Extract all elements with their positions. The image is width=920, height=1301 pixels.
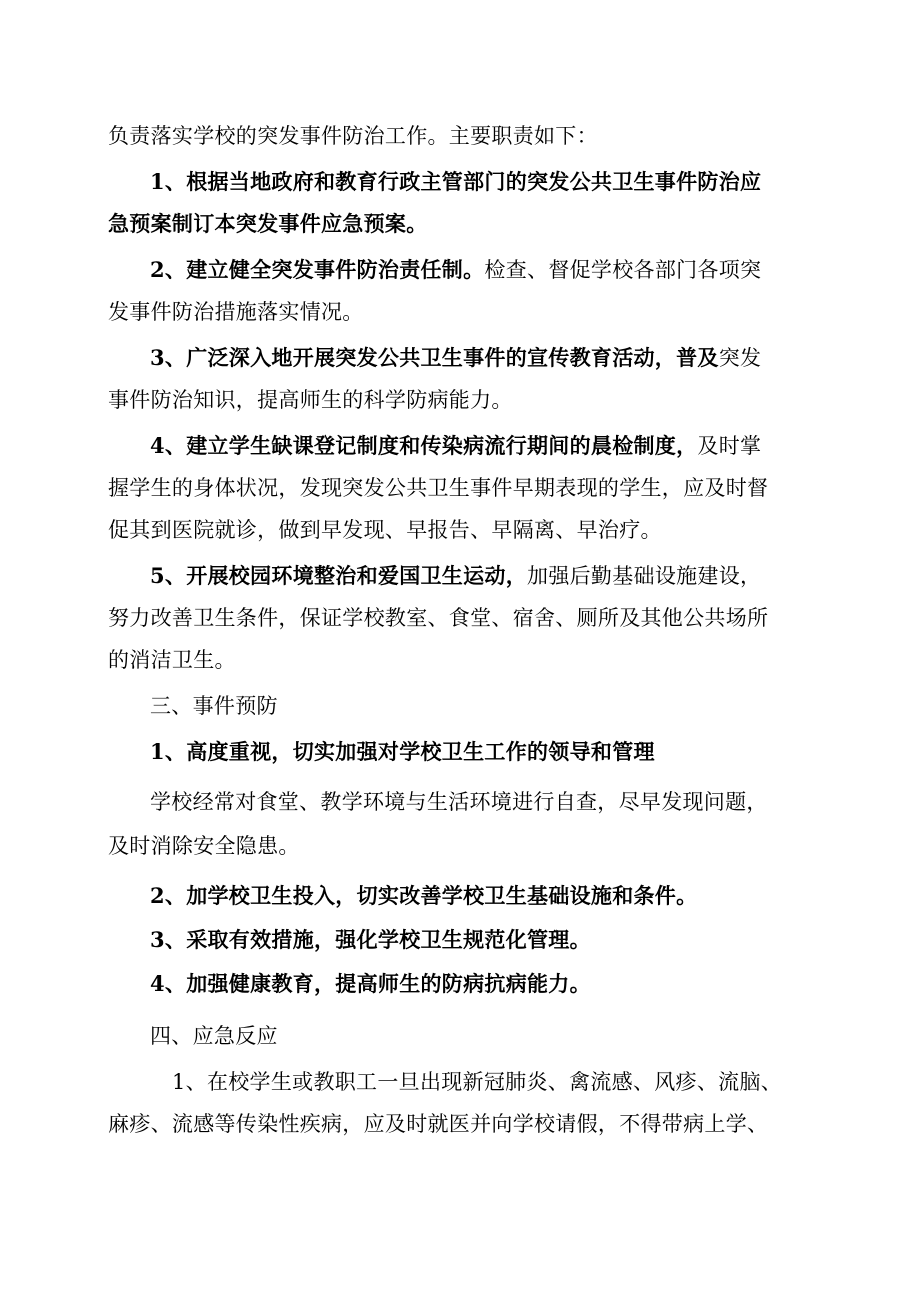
normal-text: 发事件防治措施落实情况。: [108, 300, 364, 324]
paragraph-line: [150, 160, 761, 204]
normal-text: 的消洁卫生。: [108, 648, 236, 672]
normal-text: 及时掌: [697, 434, 762, 458]
section-heading: [150, 684, 278, 728]
normal-text: 检查、督促学校各部门各项突: [484, 258, 762, 282]
bold-text: 1、根据当地政府和教育行政主管部门的突发公共卫生事件防治应: [150, 169, 762, 194]
bold-text: 3、广泛深入地开展突发公共卫生事件的宣传教育活动，普及: [150, 345, 719, 370]
bold-text: 3、采取有效措施，强化学校卫生规范化管理。: [150, 927, 591, 952]
paragraph-line: [108, 508, 662, 552]
bold-text: 急预案制订本突发事件应急预案。: [108, 211, 428, 236]
paragraph-line: [108, 1102, 768, 1146]
paragraph-line: [108, 378, 513, 422]
normal-text: 负责落实学校的突发事件防治工作。主要职责如下：: [108, 124, 598, 148]
section-heading: [150, 1014, 278, 1058]
paragraph-line: [150, 248, 761, 292]
bold-text: 4、加强健康教育，提高师生的防病抗病能力。: [150, 971, 591, 996]
paragraph-line: [108, 290, 364, 334]
paragraph-line: [150, 874, 697, 918]
paragraph-line: [150, 962, 591, 1006]
bold-text: 2、建立健全突发事件防治责任制。: [150, 257, 485, 282]
bold-text: 5、开展校园环境整治和爱国卫生运动，: [150, 563, 528, 588]
paragraph-line: [172, 1060, 782, 1104]
normal-text: 突发: [718, 346, 762, 370]
paragraph-line: [150, 918, 591, 962]
normal-text: 加强后勤基础设施建设，: [527, 564, 762, 588]
paragraph-line: [150, 730, 655, 774]
normal-text: 麻疹、流感等传染性疾病，应及时就医并向学校请假，不得带病上学、: [108, 1112, 769, 1136]
normal-text: 四、应急反应: [150, 1024, 278, 1048]
normal-text: 及时消除安全隐患。: [108, 834, 300, 858]
bold-text: 2、加学校卫生投入，切实改善学校卫生基础设施和条件。: [150, 883, 698, 908]
paragraph-line: [150, 336, 761, 380]
normal-text: 握学生的身体状况，发现突发公共卫生事件早期表现的学生，应及时督: [108, 476, 769, 500]
paragraph-line: [108, 202, 428, 246]
normal-text: 努力改善卫生条件，保证学校教室、食堂、宿舍、厕所及其他公共场所: [108, 606, 769, 630]
normal-text: 促其到医院就诊，做到早发现、早报告、早隔离、早治疗。: [108, 518, 662, 542]
paragraph-line: [108, 638, 236, 682]
normal-text: 事件防治知识，提高师生的科学防病能力。: [108, 388, 513, 412]
bold-text: 4、建立学生缺课登记制度和传染病流行期间的晨检制度，: [150, 433, 698, 458]
paragraph-line: [150, 554, 761, 598]
paragraph-line: [108, 824, 300, 868]
paragraph-line: [108, 466, 768, 510]
normal-text: 三、事件预防: [150, 694, 278, 718]
paragraph-line: [150, 424, 761, 468]
paragraph-line: [108, 114, 598, 158]
paragraph-line: [150, 780, 768, 824]
paragraph-line: [108, 596, 768, 640]
bold-text: 1、高度重视，切实加强对学校卫生工作的领导和管理: [150, 739, 655, 764]
normal-text: 学校经常对食堂、教学环境与生活环境进行自查，尽早发现问题，: [150, 790, 768, 814]
normal-text: 1、在校学生或教职工一旦出现新冠肺炎、禽流感、风疹、流脑、: [172, 1070, 783, 1094]
